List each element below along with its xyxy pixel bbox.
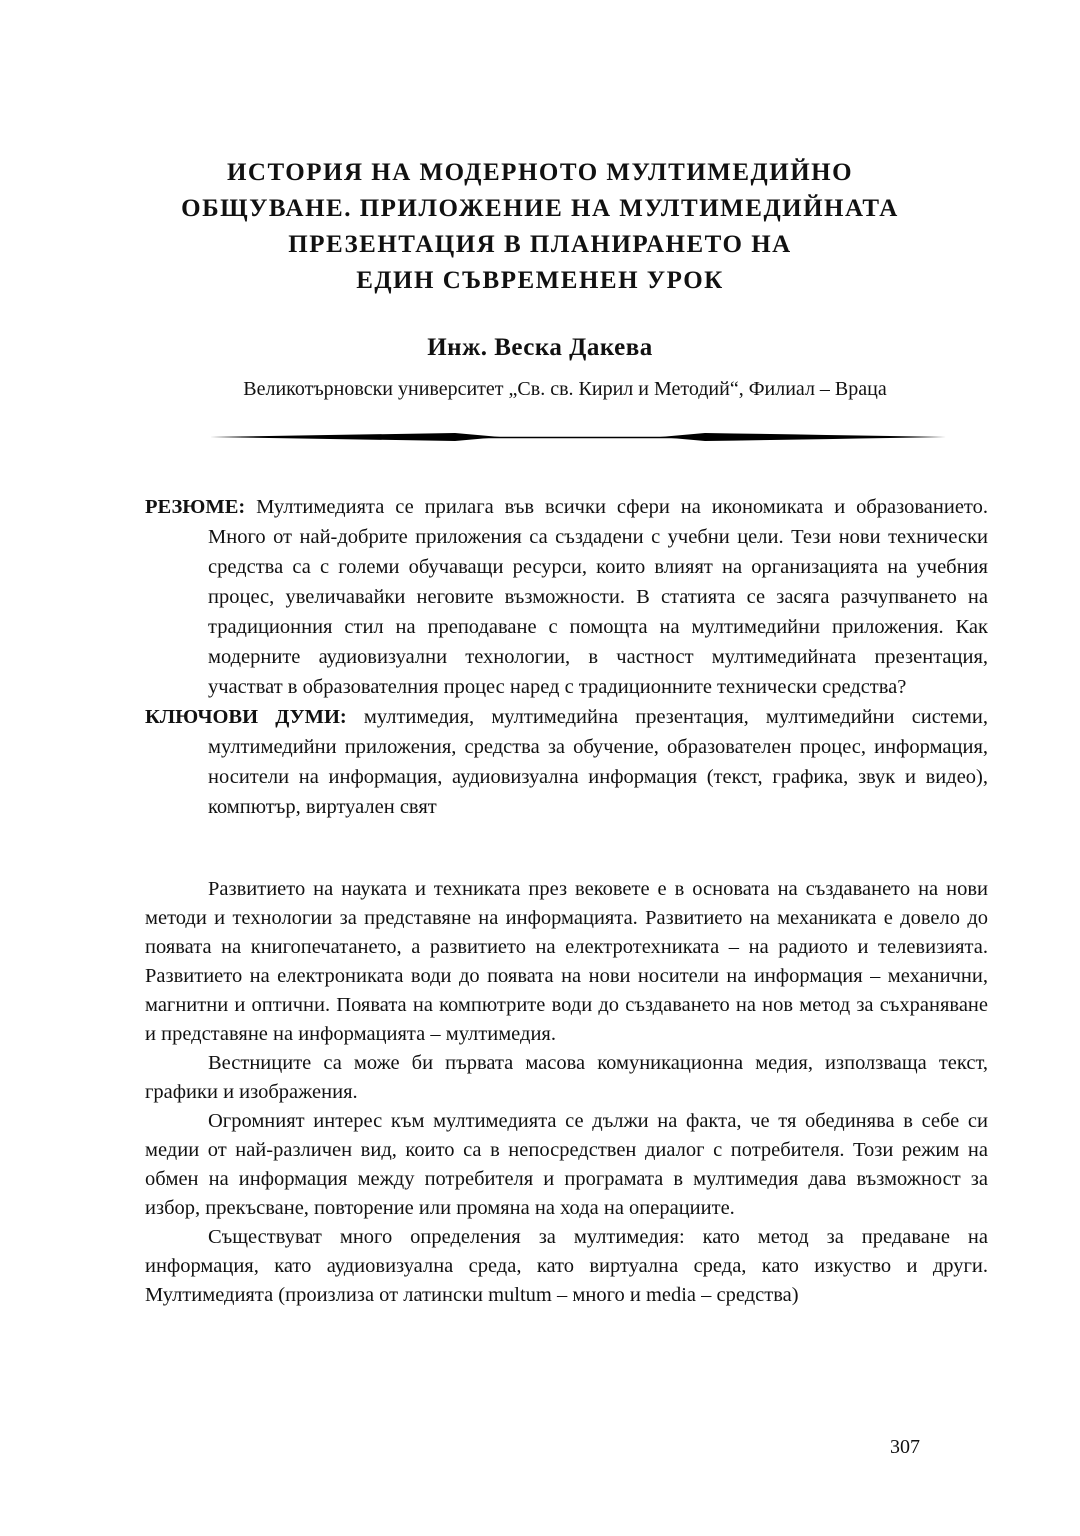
- body-paragraph: Огромният интерес към мултимедията се дължи на факта, че тя обединява в себе си медии от най-различен вид, които са в непосредствен диалог с потребителя. Този режим на обмен на информация между потребителя и програмата в мултимедия дава възможност за избор, прекъсване, повторение или промяна на хода на операциите.: [145, 1110, 988, 1219]
- summary-paragraph: [145, 492, 988, 702]
- author-name: Инж. Веска Дакева: [427, 334, 653, 361]
- keywords-paragraph: [145, 702, 988, 822]
- body-paragraph: Развитието на науката и техниката през вековете е в основата на създаването на нови методи и технологии за представяне на информацията. Развитието на механиката е довело до появата на книгопечатането, а развитието на електротехниката – на радиото и телевизията. Развитието на електрониката води до появата на нови носители на информация – механични, магнитни и оптични. Появата на компютрите води до създаването на нов метод за съхраняване и представяне на информацията – мултимедия.: [145, 878, 988, 1045]
- summary-label: РЕЗЮМЕ:: [145, 496, 246, 518]
- title-line: ИСТОРИЯ НА МОДЕРНОТО МУЛТИМЕДИЙНО: [226, 159, 854, 186]
- body-paragraph: Вестниците са може би първата масова комуникационна медия, използваща текст, графики и изображения.: [145, 1052, 988, 1103]
- keywords-text: мултимедия, мултимедийна презентация, мултимедийни системи, мултимедийни приложения, средства за обучение, образователен процес, информация, носители на информация, аудиовизуална информация (текст, графика, звук и видео), компютър, виртуален свят: [208, 706, 988, 818]
- ornamental-divider: [210, 425, 946, 445]
- body-text: [145, 875, 988, 1310]
- body-paragraph: Съществуват много определения за мултимедия: като метод за предаване на информация, като аудиовизуална среда, като виртуална среда, като изкуство и други. Мултимедията (произлиза от латински multum – много и media – средства): [145, 1226, 988, 1306]
- abstract-block: [145, 492, 988, 822]
- title-line: ЕДИН СЪВРЕМЕНЕН УРОК: [356, 267, 724, 294]
- summary-text: Мултимедията се прилага във всички сфери на икономиката и образованието. Много от най-добрите приложения са създадени с учебни цели. Тези нови технически средства са с големи обучаващи ресурси, които влияят на организацията на учебния процес, увеличавайки неговите възможности. В статията се засяга разчупването на традиционния стил на преподаване с помощта на мултимедийни приложения. Как модерните аудиовизуални технологии, в частност мултимедийната презентация, участват в образователния процес наред с традиционните технически средства?: [208, 496, 988, 698]
- author-affiliation: Великотърновски университет „Св. св. Кирил и Методий“, Филиал – Враца: [243, 378, 887, 400]
- keywords-label: КЛЮЧОВИ ДУМИ:: [145, 706, 347, 728]
- title-line: ОБЩУВАНЕ. ПРИЛОЖЕНИЕ НА МУЛТИМЕДИЙНАТА: [181, 195, 899, 222]
- page-number: 307: [890, 1436, 920, 1458]
- article-title: [140, 155, 940, 299]
- title-line: ПРЕЗЕНТАЦИЯ В ПЛАНИРАНЕТО НА: [288, 231, 792, 258]
